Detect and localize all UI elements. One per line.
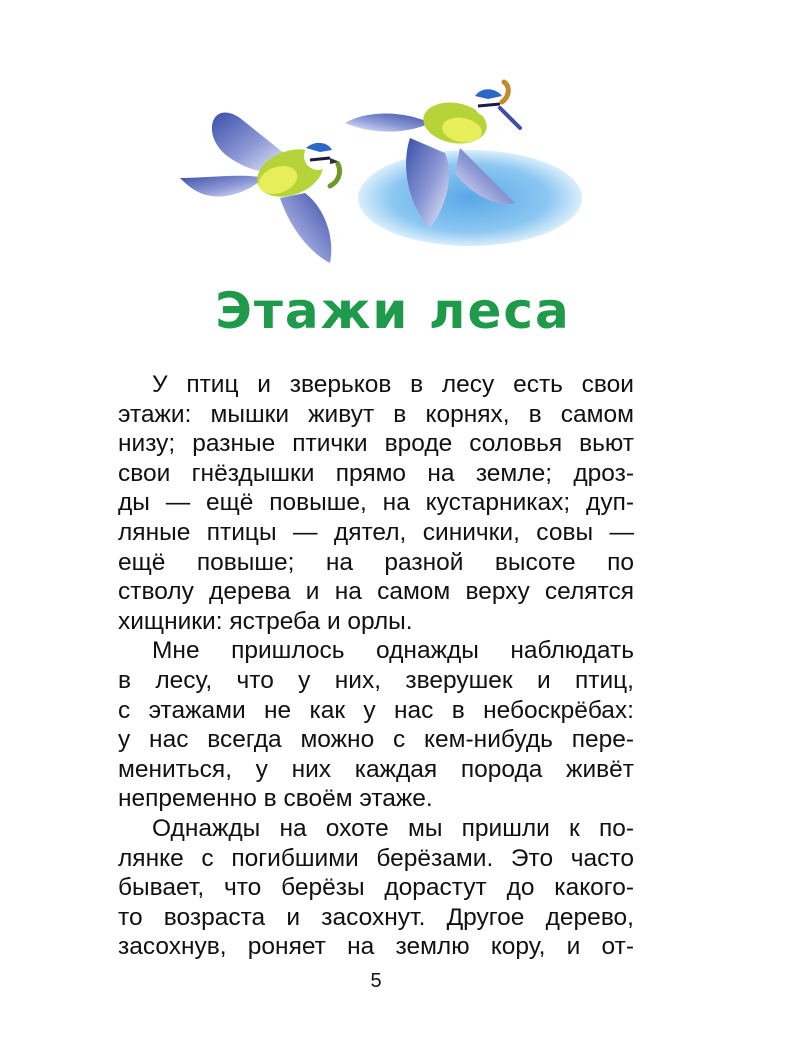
text-line: с этажами не как у нас в небоскрёбах: (118, 696, 634, 724)
text-line: ляные птицы — дятел, синички, совы — (118, 518, 634, 546)
text-line: непременно в своём этаже. (118, 785, 433, 813)
text-line: стволу дерева и на самом верху селятся (118, 578, 634, 606)
page-number: 5 (370, 970, 382, 992)
text-line: низу; разные птички вроде соловья вьют (118, 430, 634, 458)
two-blue-tits-flying-icon (170, 78, 590, 278)
text-line: Мне пришлось однажды наблюдать (152, 637, 634, 665)
text-line: мениться, у них каждая порода живёт (118, 755, 634, 783)
text-line: Однажды на охоте мы пришли к по- (152, 814, 634, 842)
body-text (118, 370, 634, 962)
text-line: у нас всегда можно с кем-нибудь пере- (118, 726, 634, 754)
text-line: бывает, что берёзы дорастут до какого- (118, 874, 634, 902)
text-line: этажи: мышки живут в корнях, в самом (118, 400, 634, 428)
text-line: лянке с погибшими берёзами. Это часто (118, 844, 634, 872)
text-line: У птиц и зверьков в лесу есть свои (152, 371, 634, 398)
text-line: то возраста и засохнут. Другое дерево, (118, 903, 634, 931)
text-line: свои гнёздышки прямо на земле; дроз- (118, 459, 634, 487)
paragraph-2 (118, 636, 634, 814)
text-line: хищники: ястреба и орлы. (118, 607, 413, 635)
paragraph-1 (118, 370, 634, 636)
paragraph-3 (118, 814, 634, 962)
page-title: Этажи леса (215, 282, 571, 340)
text-line: ещё повыше; на разной высоте по (118, 548, 634, 576)
text-line: засохнув, роняет на землю кору, и от- (118, 933, 634, 961)
text-line: ды — ещё повыше, на кустарниках; дуп- (118, 489, 634, 517)
text-line: в лесу, что у них, зверушек и птиц, (118, 666, 634, 694)
